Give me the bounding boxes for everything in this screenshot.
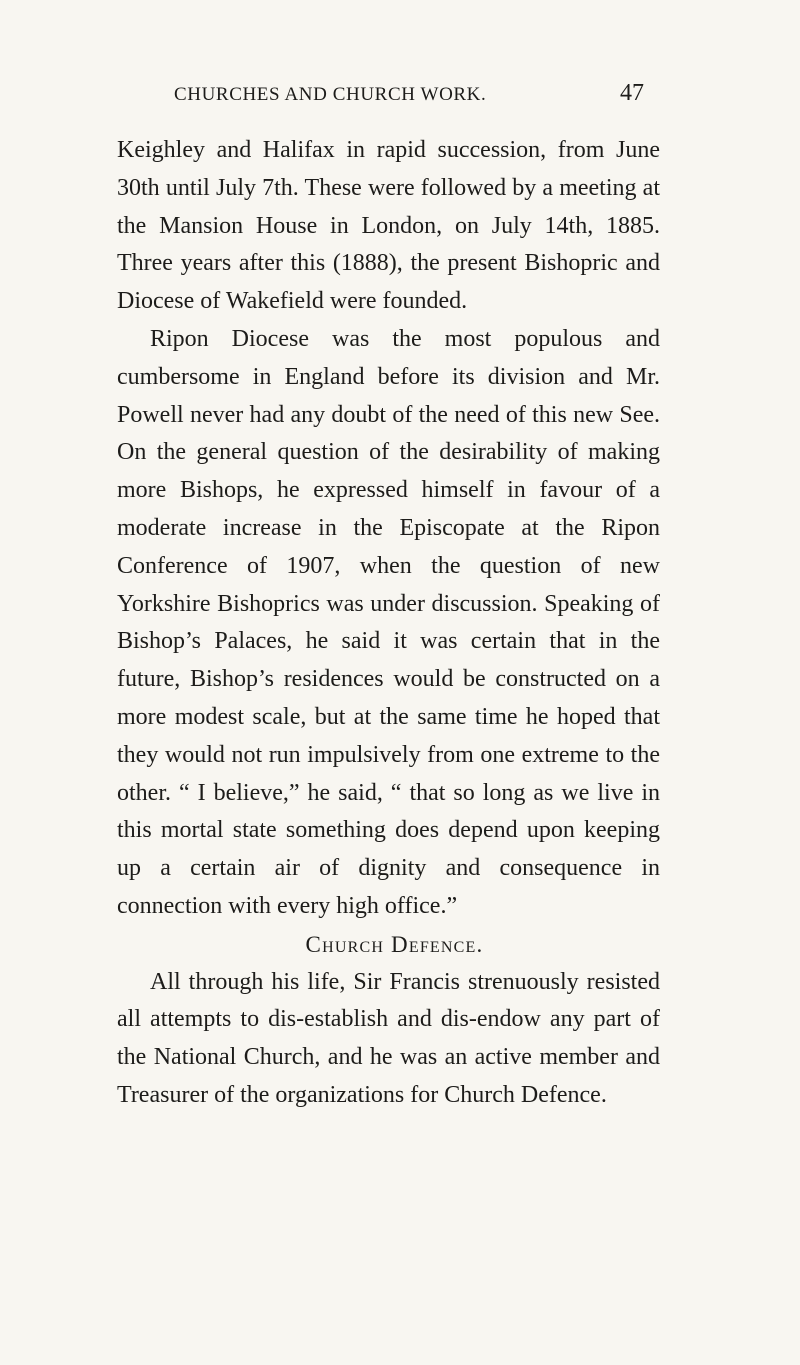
section-heading-church-defence: Church Defence. (305, 931, 484, 957)
running-title: CHURCHES AND CHURCH WORK. (174, 84, 487, 105)
page-number: 47 (620, 80, 644, 106)
paragraph-ripon-diocese: Ripon Diocese was the most populous and cumbersome in England before its division and Mr. Powell never had any doubt of the need of this new See. On the general question of the desirability of making more Bishops, he expressed himself in favour of a moderate increase in the Episcopate at the Ripon Conference of 1907, when the question of new Yorkshire Bishoprics was under discussion. Speaking of Bishop’s Palaces, he said it was certain that in the future, Bishop’s residences would be constructed on a more modest scale, but at the same time he hoped that they would not run impulsively from one extreme to the other. “ I believe,” he said, “ that so long as we live in this mortal state something does depend upon keeping up a certain air of dignity and consequence in connection with every high office.” (117, 325, 660, 919)
paragraph-wakefield-founding: Keighley and Halifax in rapid succession, from June 30th until July 7th. These were followed by a meeting at the Mansion House in London, on July 14th, 1885. Three years after this (1888), the present Bishopric and Diocese of Wakefield were founded. (117, 137, 660, 315)
paragraph-church-defence: All through his life, Sir Francis strenuously resisted all attempts to dis-establish and dis-endow any part of the National Church, and he was an active member and Treasurer of the organizations for Church Defence. (117, 968, 660, 1108)
running-header (174, 80, 644, 114)
main-text (117, 132, 660, 1115)
